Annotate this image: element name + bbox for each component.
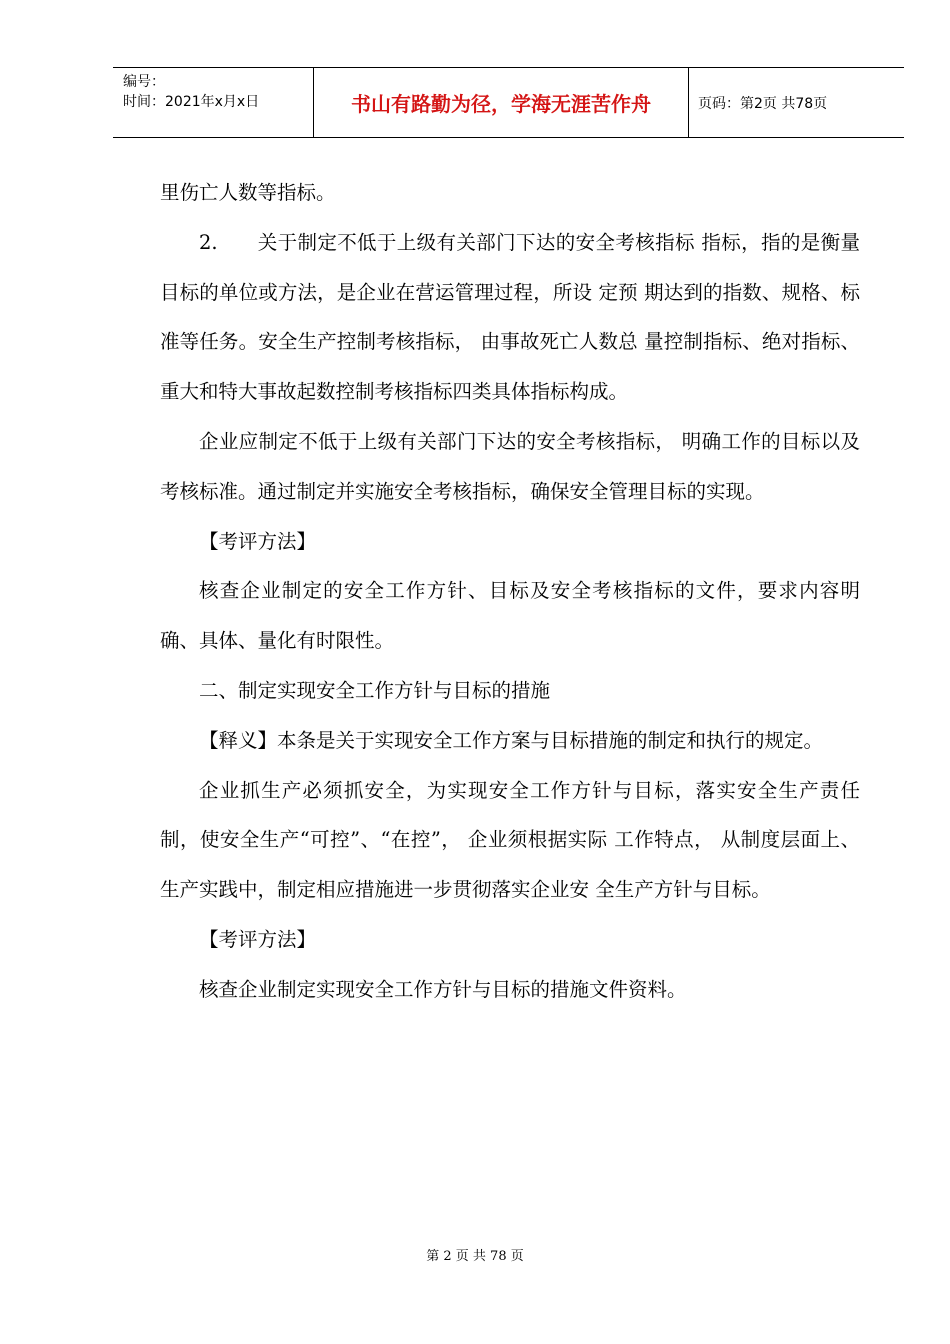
time-label: 时间：2021年x月x日 xyxy=(123,94,260,110)
paragraph: 里伤亡人数等指标。 xyxy=(160,181,336,204)
paragraph: 【释义】本条是关于实现安全工作方案与目标措施的制定和执行的规定。 xyxy=(199,728,824,752)
document-body xyxy=(160,168,860,1015)
code-label: 编号： xyxy=(123,74,165,90)
header-table xyxy=(113,67,904,138)
header-meta-cell xyxy=(113,68,314,137)
page-footer: 第 2 页 共 78 页 xyxy=(426,1249,524,1264)
section-heading: 【考评方法】 xyxy=(199,927,317,951)
paragraph: 企业应制定不低于上级有关部门下达的安全考核指标， 明确工作的目标以及考核标准。通过制定并实施安全考核指标，确保安全管理目标的实现。 xyxy=(160,429,860,503)
paragraph: 企业抓生产必须抓安全，为实现安全工作方针与目标，落实安全生产责任制，使安全生产“可控”、“在控”， 企业须根据实际 工作特点， 从制度层面上、生产实践中，制定相应措施进一步贯彻落实企业安 全生产方针与目标。 xyxy=(160,778,860,902)
paragraph: 核查企业制定实现安全工作方针与目标的措施文件资料。 xyxy=(199,977,687,1001)
page-label: 页码：第2页 共78页 xyxy=(698,95,828,112)
motto: 书山有路勤为径，学海无涯苦作舟 xyxy=(314,68,689,137)
paragraph: 2. 关于制定不低于上级有关部门下达的安全考核指标 指标，指的是衡量目标的单位或方法，是企业在营运管理过程，所设 定预 期达到的指数、规格、标准等任务。安全生产控制考核指标， 由事故死亡人数总 量控制指标、绝对指标、重大和特大事故起数控制考核指标四类具体指标构成。 xyxy=(160,230,860,404)
section-heading: 二、制定实现安全工作方针与目标的措施 xyxy=(199,678,551,702)
section-heading: 【考评方法】 xyxy=(199,529,317,553)
paragraph: 核查企业制定的安全工作方针、目标及安全考核指标的文件，要求内容明 确、具体、量化有时限性。 xyxy=(160,579,860,653)
